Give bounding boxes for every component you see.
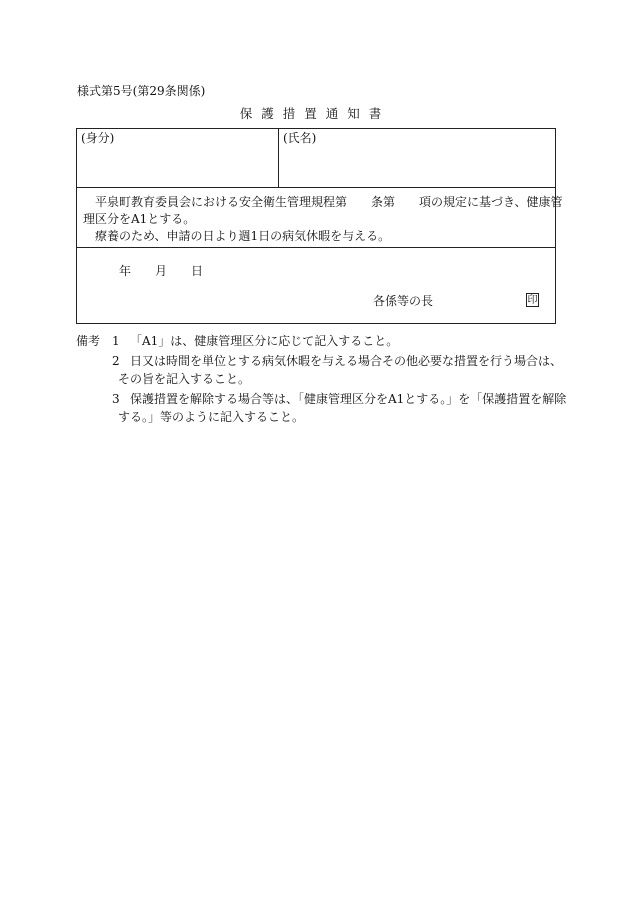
name-cell	[279, 129, 555, 187]
measure-text	[83, 194, 563, 245]
date-month: 月	[155, 264, 168, 278]
remark-line: する。」等のように記入すること。	[118, 410, 305, 424]
remark-line: 保護措置を解除する場合等は、「健康管理区分をA1とする。」を「保護措置を解除	[130, 392, 567, 406]
measure-line-2: 理区分をA1とする。	[83, 212, 196, 226]
signer-title: 各係等の長	[373, 294, 434, 308]
status-cell	[77, 129, 279, 187]
signature-row	[77, 248, 555, 323]
remark-number: 3	[112, 392, 120, 406]
document-title: 保護措置通知書	[239, 106, 391, 121]
remarks-label: 備考	[76, 334, 101, 348]
date-year: 年	[119, 264, 132, 278]
identity-row	[77, 129, 555, 188]
remark-number: 1	[112, 334, 120, 348]
remark-text	[118, 390, 567, 426]
date-line	[119, 264, 203, 278]
remark-line: 日又は時間を単位とする病気休暇を与える場合その他必要な措置を行う場合は、	[130, 354, 563, 368]
remark-text	[130, 332, 562, 350]
notification-form	[76, 128, 563, 324]
name-label: (氏名)	[283, 131, 317, 145]
remark-number: 2	[112, 354, 120, 368]
measure-line-1: 平泉町教育委員会における安全衛生管理規程第 条第 項の規定に基づき、健康管	[95, 195, 563, 209]
remark-text	[118, 352, 563, 388]
form-number: 様式第5号(第29条関係)	[77, 84, 206, 98]
status-label: (身分)	[81, 131, 115, 145]
remark-line: その旨を記入すること。	[118, 372, 251, 386]
date-day: 日	[191, 264, 204, 278]
measure-row	[77, 188, 563, 248]
measure-line-3: 療養のため、申請の日より週1日の病気休暇を与える。	[95, 229, 391, 243]
seal-mark: 印	[527, 295, 538, 306]
remark-line: 「A1」は、健康管理区分に応じて記入すること。	[130, 334, 399, 348]
